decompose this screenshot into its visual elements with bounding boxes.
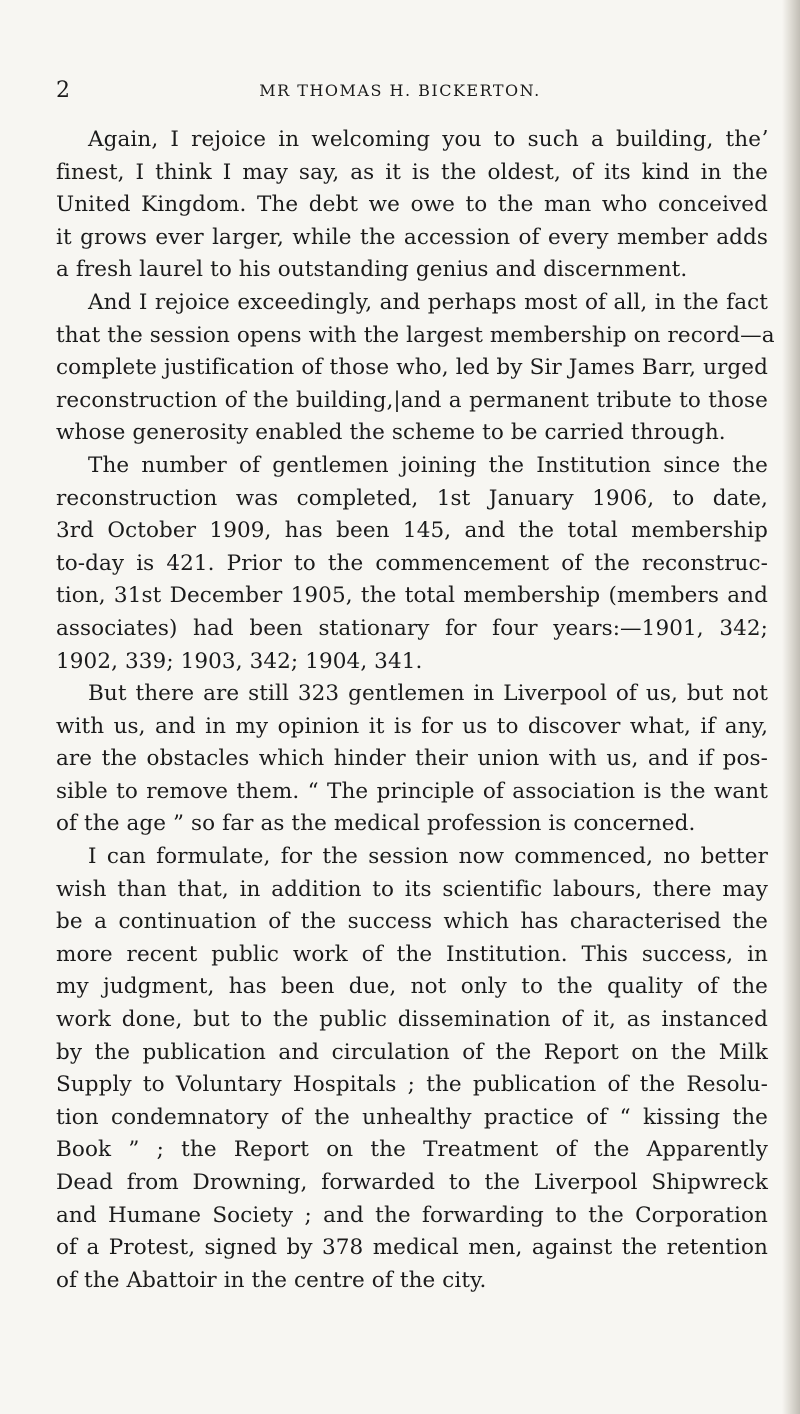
text-line: tion, 31st December 1905, the total membership (members and — [56, 583, 768, 609]
text-line: to-day is 421. Prior to the commencement of the reconstruc- — [56, 550, 768, 576]
text-line: United Kingdom. The debt we owe to the man who conceived — [56, 192, 768, 218]
page-number: 2 — [56, 78, 70, 103]
text-line: The number of gentlemen joining the Institution since the — [88, 452, 768, 478]
text-line: finest, I think I may say, as it is the oldest, of its kind in the — [56, 159, 768, 185]
text-line: more recent public work of the Institution. This success, in — [56, 941, 768, 967]
text-line: 1902, 339; 1903, 342; 1904, 341. — [56, 648, 423, 674]
text-line: complete justification of those who, led by Sir James Barr, urged — [56, 355, 768, 381]
text-line: Book ” ; the Report on the Treatment of the Apparently — [56, 1137, 768, 1163]
text-line: I can formulate, for the session now commenced, no better — [88, 844, 768, 870]
text-line: But there are still 323 gentlemen in Liverpool of us, but not — [88, 681, 768, 707]
text-line: be a continuation of the success which has characterised the — [56, 909, 768, 935]
text-line: Supply to Voluntary Hospitals ; the publication of the Resolu- — [56, 1072, 768, 1098]
text-line: and Humane Society ; and the forwarding to the Corporation — [56, 1202, 768, 1228]
text-line: my judgment, has been due, not only to the quality of the — [56, 974, 768, 1000]
page-edge-shadow — [782, 0, 800, 1414]
text-line: it grows ever larger, while the accession of every member adds — [56, 224, 768, 250]
text-line: Again, I rejoice in welcoming you to such a building, theʼ — [88, 127, 768, 152]
text-line: sible to remove them. “ The principle of association is the want — [56, 778, 768, 804]
text-line: tion condemnatory of the unhealthy practice of “ kissing the — [56, 1104, 768, 1130]
text-line: Dead from Drowning, forwarded to the Liverpool Shipwreck — [56, 1170, 768, 1195]
text-line: of a Protest, signed by 378 medical men, against the retention — [56, 1235, 768, 1261]
text-line: 3rd October 1909, has been 145, and the total membership — [56, 518, 768, 544]
text-line: that the session opens with the largest membership on record—a — [56, 322, 775, 348]
text-line: of the age ” so far as the medical profession is concerned. — [56, 811, 696, 837]
text-line: of the Abattoir in the centre of the city. — [56, 1267, 487, 1293]
text-line: wish than that, in addition to its scientific labours, there may — [56, 876, 768, 902]
text-line: a fresh laurel to his outstanding genius and discernment. — [56, 257, 688, 283]
text-line: work done, but to the public dissemination of it, as instanced — [56, 1007, 768, 1033]
text-line: with us, and in my opinion it is for us to discover what, if any, — [56, 713, 768, 739]
page-header — [0, 76, 800, 106]
text-line: And I rejoice exceedingly, and perhaps most of all, in the fact — [88, 289, 768, 315]
text-line: are the obstacles which hinder their union with us, and if pos- — [56, 746, 768, 772]
text-line: by the publication and circulation of the Report on the Milk — [56, 1039, 768, 1065]
text-line: reconstruction was completed, 1st January 1906, to date, — [56, 485, 768, 511]
text-line: reconstruction of the building,|and a permanent tribute to those — [56, 387, 768, 413]
running-head: MR THOMAS H. BICKERTON. — [259, 81, 541, 100]
body-text — [56, 124, 775, 1297]
text-line: whose generosity enabled the scheme to be carried through. — [56, 420, 726, 446]
text-line: associates) had been stationary for four years:—1901, 342; — [56, 615, 768, 641]
